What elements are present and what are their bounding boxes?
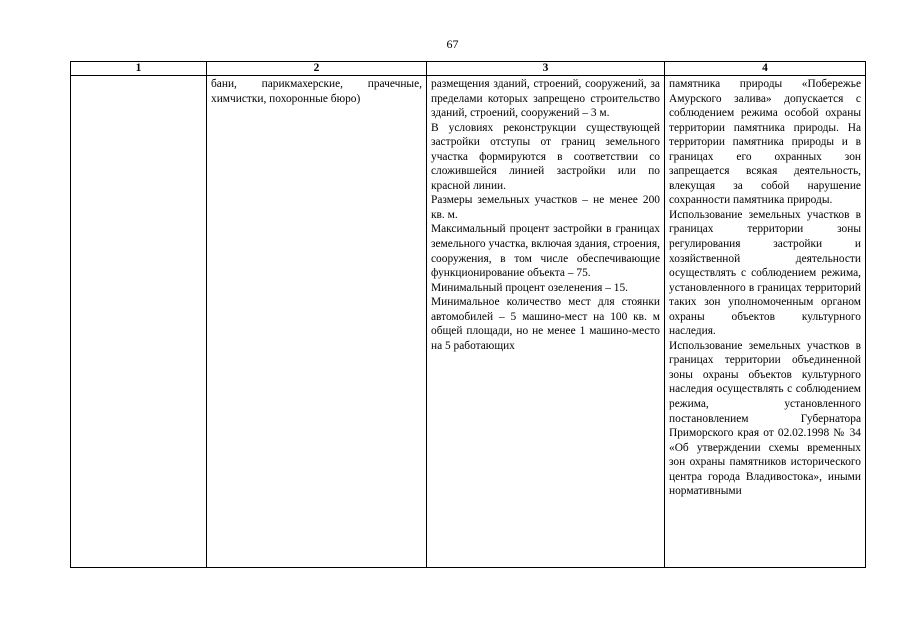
table-header-row	[71, 62, 866, 76]
page-number: 67	[446, 37, 459, 51]
cell-col2	[207, 76, 427, 568]
column-header-4: 4	[665, 62, 866, 76]
col4-paragraph-heritage-zone: Использование земельных участков в границах территории объединенной зоны охраны объектов культурного наследия осуществлять с соблюдением режима, установленного постановлением Губернатора Приморского края от 02.02.1998 № 34 «Об утверждении схемы временных зон охраны памятников исторического центра города Владивостока», иными нормативными	[669, 339, 861, 498]
zoning-regulations-table	[70, 61, 866, 568]
col4-paragraph-regulation-zone: Использование земельных участков в границах территории зоны регулирования застройки и хозяйственной деятельности осуществлять с соблюдением режима, установленного в границах территорий таких зон уполномоченным органом охраны объектов культурного наследия.	[669, 208, 861, 338]
col3-paragraph-min-greenery: Минимальный процент озеленения – 15.	[431, 281, 629, 294]
table-row	[71, 76, 866, 568]
col3-paragraph-parking: Минимальное количество мест для стоянки автомобилей – 5 машино-мест на 100 кв. м общей площади, но не менее 1 машино-место на 5 работающих	[431, 296, 660, 352]
cell-col3	[427, 76, 665, 568]
col3-paragraph-reconstruction: В условиях реконструкции существующей застройки отступы от границ земельного участка формируются в соответствии со сложившейся линией застройки или по красной линии.	[431, 121, 660, 192]
col4-paragraph-nature-monument: памятника природы «Побережье Амурского залива» допускается с соблюдением режима особой охраны территории памятника природы. На территории памятника природы и в границах его охранных зон запрещается всякая деятельность, влекущая за собой нарушение сохранности памятника природы.	[669, 78, 861, 207]
column-header-3: 3	[427, 62, 665, 76]
col2-paragraph: бани, парикмахерские, прачечные, химчистки, похоронные бюро)	[211, 78, 422, 105]
cell-col4	[665, 76, 866, 568]
col3-paragraph-setbacks: размещения зданий, строений, сооружений, за пределами которых запрещено строительство зданий, строений, сооружений – 3 м.	[431, 78, 660, 120]
col3-paragraph-plot-size: Размеры земельных участков – не менее 200 кв. м.	[431, 194, 660, 221]
column-header-1: 1	[71, 62, 207, 76]
col3-paragraph-max-coverage: Максимальный процент застройки в границах земельного участка, включая здания, строения, сооружения, в том числе обеспечивающие функционирование объекта – 75.	[431, 223, 660, 280]
cell-col1	[71, 76, 207, 568]
column-header-2: 2	[207, 62, 427, 76]
